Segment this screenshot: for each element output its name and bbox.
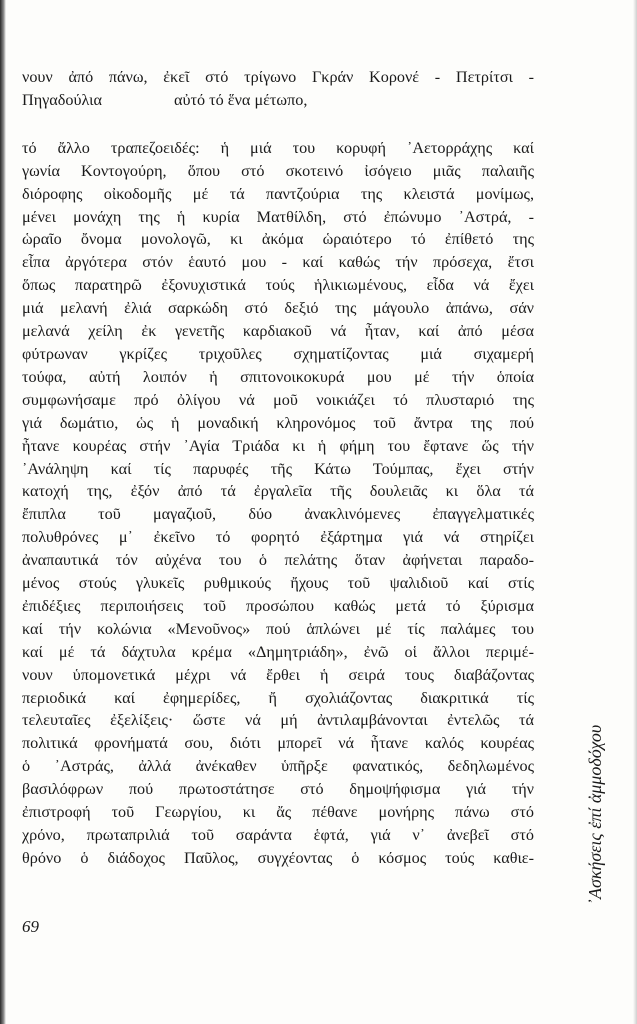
text-line: διόροφης οἰκοδομῆς μέ τά παντζούρια της κλειστά μονίμως, [22, 184, 534, 203]
text-line: ὅπως παρατηρῶ ἐξονυχιστικά τούς ἡλικιωμένους, εἶδα νά ἔχει [22, 276, 534, 295]
text-line: συμφωνήσαμε πρό ὀλίγου νά μοῦ νοικιάζει τό πλυσταριό της [22, 390, 534, 409]
text-line: νουν ὑπομονετικά μέχρι νά ἔρθει ἡ σειρά τους διαβάζοντας [22, 665, 534, 684]
scan-shadow-right [633, 0, 637, 1024]
text-line: ἦτανε κουρέας στήν ᾿Αγία Τριάδα κι ἡ φήμη του ἔφτανε ὥς τήν [22, 436, 534, 455]
text-line: νουν ἀπό πάνω, ἐκεῖ στό τρίγωνο Γκράν Κορονέ - Πετρίτσι - [22, 68, 534, 86]
text-segment: Πηγαδούλια [22, 90, 103, 109]
text-line: ἔπιπλα τοῦ μαγαζιοῦ, δύο ἀνακλινόμενες ἐπαγγελματικές [22, 505, 534, 524]
text-line: θρόνο ὁ διάδοχος Παῦλος, συγχέοντας ὁ κόσμος τούς καθιε- [22, 848, 534, 867]
text-line: τούφα, αὐτή λοιπόν ἡ σπιτονοικοκυρά μου μέ τήν ὁποία [22, 367, 534, 386]
text-segment: αὐτό τό ἕνα μέτωπο, [174, 90, 308, 109]
text-line: γωνία Κοντογούρη, ὅπου στό σκοτεινό ἰσόγειο μιᾶς παλαιῆς [22, 161, 534, 180]
text-line: περιοδικά καί ἐφημερίδες, ἤ σχολιάζοντας διακριτικά τίς [22, 688, 534, 707]
text-line: εἶπα ἀργότερα στόν ἑαυτό μου - καί καθώς τήν πρόσεχα, ἔτσι [22, 253, 534, 272]
body-text [22, 66, 534, 870]
text-line: ᾿Ανάληψη καί τίς παρυφές τῆς Κάτω Τούμπας, ἔχει στήν [22, 459, 534, 478]
text-line: πολιτικά φρονήματά σου, διότι μπορεῖ νά ἦτανε καλός κουρέας [22, 734, 534, 753]
text-line: τελευταῖες ἐξελίξεις· ὥστε νά μή ἀντιλαμβάνονται ἐντελῶς τά [22, 711, 534, 730]
text-line: καί μέ τά δάχτυλα κρέμα «Δημητριάδη», ἐνῶ οἱ ἄλλοι περιμέ- [22, 642, 534, 661]
page-number: 69 [22, 917, 39, 936]
text-line: μιά μελανή ἐλιά σαρκώδη στό δεξιό της μάγουλο ἀπάνω, σάν [22, 299, 534, 318]
text-line: ὁ ᾿Αστράς, ἀλλά ἀνέκαθεν ὑπῆρξε φανατικός, δεδηλωμένος [22, 757, 534, 776]
text-line: ἐπιστροφή τοῦ Γεωργίου, κι ἄς πέθανε μονήρης πάνω στό [22, 803, 534, 822]
text-line: ἐπιδέξιες περιποιήσεις τοῦ προσώπου καθώς μετά τό ξύρισμα [22, 596, 534, 615]
text-line: κατοχή της, ἐξόν ἀπό τά ἐργαλεῖα τῆς δουλειᾶς κι ὅλα τά [22, 482, 534, 501]
scan-shadow-left [0, 0, 6, 1024]
text-line: μένει μονάχη της ἡ κυρία Ματθίλδη, στό ἐπώνυμο ᾿Αστρά, - [22, 207, 534, 226]
running-head: ᾿Ασκήσεις ἐπί ἀμμοδόχου [585, 724, 605, 905]
text-line: καί τήν κολώνια «Μενοῦνος» πού ἁπλώνει μέ τίς παλάμες του [22, 619, 534, 638]
text-line [22, 89, 534, 112]
text-line: χρόνο, πρωταπριλιά τοῦ σαράντα ἑφτά, γιά ν᾿ ἀνεβεῖ στό [22, 826, 534, 844]
text-line: πολυθρόνες μ᾿ ἐκεῖνο τό φορητό ἐξάρτημα γιά νά στηρίζει [22, 528, 534, 547]
text-line: ὡραῖο ὄνομα μονολογῶ, κι ἀκόμα ὡραιότερο τό ἐπίθετό της [22, 230, 534, 249]
text-line: ἀναπαυτικά τόν αὐχένα του ὁ πελάτης ὅταν ἀφήνεται παραδο- [22, 551, 534, 570]
paragraph-gap [22, 112, 534, 137]
text-line: τό ἄλλο τραπεζοειδές: ἡ μιά του κορυφή ᾿Αετορράχης καί [22, 138, 534, 157]
text-line: μένος στούς γλυκεῖς ρυθμικούς ἤχους τοῦ ψαλιδιοῦ καί στίς [22, 574, 534, 593]
text-line: φύτρωναν γκρίζες τριχοῦλες σχηματίζοντας μιά σιχαμερή [22, 344, 534, 363]
text-line: γιά δωμάτιο, ὡς ἡ μοναδική κληρονόμος τοῦ ἄντρα της πού [22, 413, 534, 432]
text-line: βασιλόφρων πού πρωτοστάτησε στό δημοψήφισμα γιά τήν [22, 780, 534, 799]
text-line: μελανά χείλη ἐκ γενετῆς καρδιακοῦ νά ἦταν, καί ἀπό μέσα [22, 322, 534, 341]
